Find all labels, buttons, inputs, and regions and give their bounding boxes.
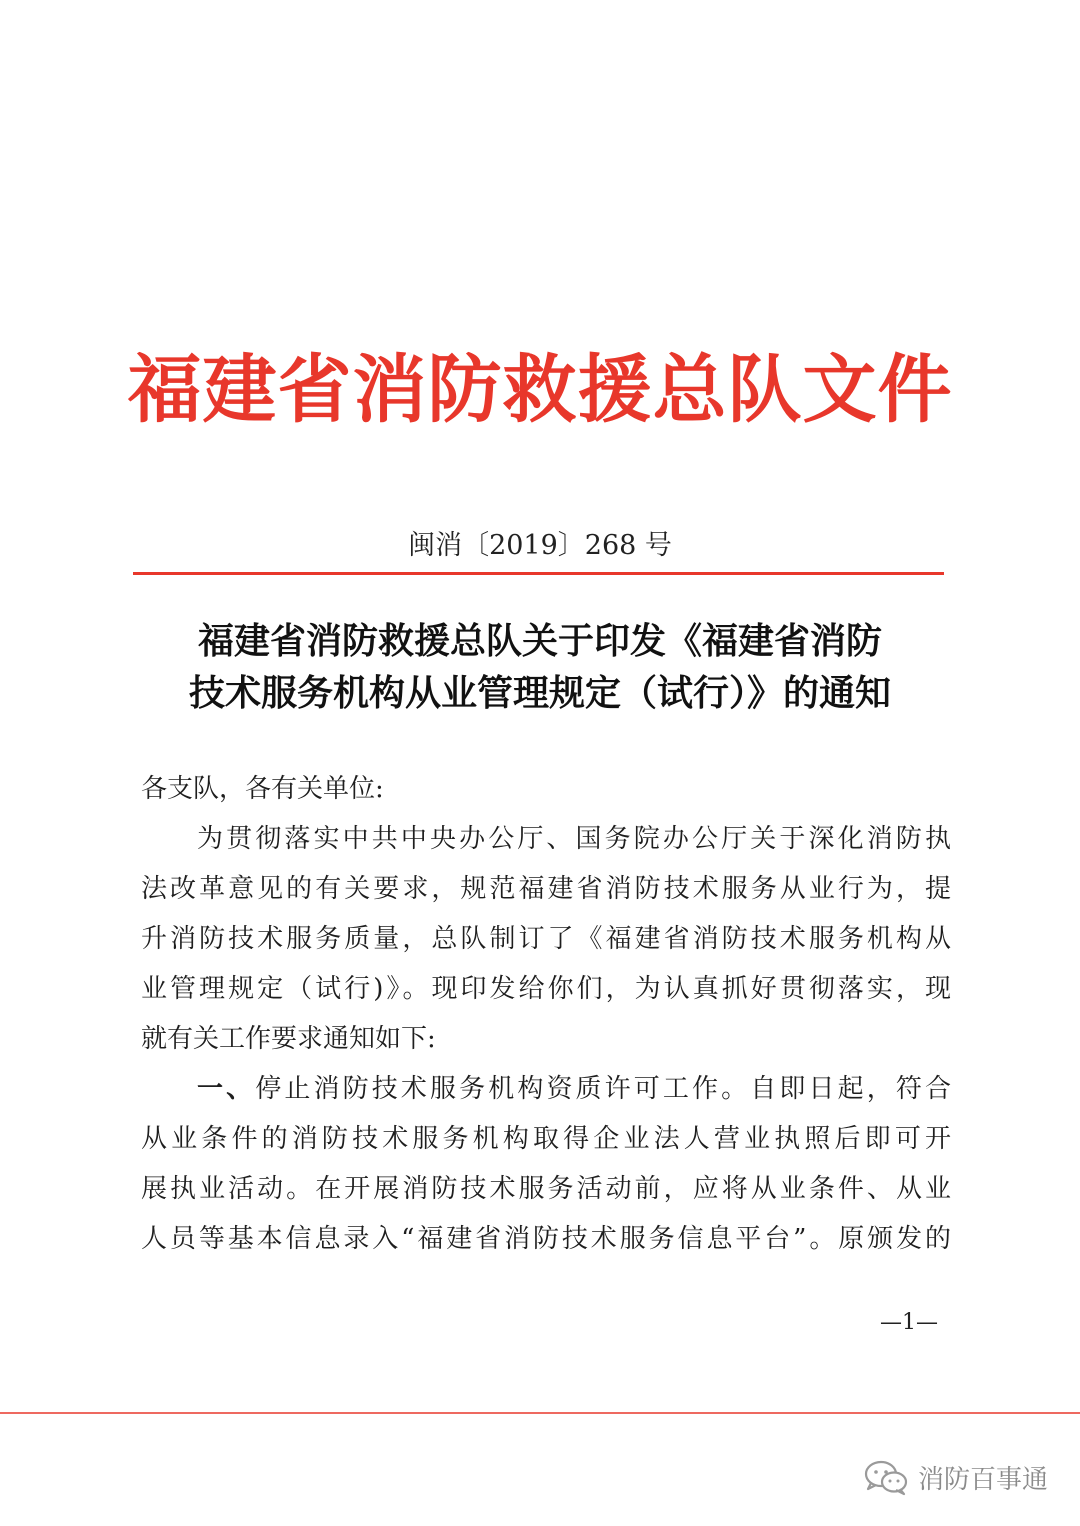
section-1-line-1-text: 停止消防技术服务机构资质许可工作。自即日起，符合 [255, 1074, 951, 1104]
document-number: 闽消〔2019〕268 号 [408, 530, 672, 561]
document-header-title: 福建省消防救援总队文件 [127, 347, 953, 433]
wechat-icon [862, 1457, 910, 1497]
bottom-divider-line [0, 1412, 1080, 1414]
watermark-text: 消防百事通 [918, 1464, 1049, 1495]
section-1-line-4: 人员等基本信息录入“福建省消防技术服务信息平台”。原颁发的 [141, 1224, 951, 1254]
notice-title-line-1: 福建省消防救援总队关于印发《福建省消防 [197, 621, 882, 662]
section-1-line-3: 展执业活动。在开展消防技术服务活动前，应将从业条件、从业 [141, 1174, 951, 1204]
section-1-number: 一、 [197, 1074, 256, 1104]
notice-title [140, 616, 940, 720]
paragraph-1-line-2: 法改革意见的有关要求，规范福建省消防技术服务从业行为，提 [141, 874, 951, 904]
paragraph-1-line-5: 就有关工作要求通知如下: [141, 1024, 436, 1054]
page-number: —1— [880, 1310, 938, 1335]
notice-body [141, 764, 951, 1264]
notice-title-line-2: 技术服务机构从业管理规定（试行）》的通知 [188, 673, 891, 714]
section-1-line-1 [141, 1064, 951, 1114]
section-1-line-2: 从业条件的消防技术服务机构取得企业法人营业执照后即可开 [141, 1124, 951, 1154]
paragraph-1-line-4: 业管理规定（试行)》。现印发给你们，为认真抓好贯彻落实，现 [141, 974, 951, 1004]
red-divider-line [133, 572, 944, 575]
salutation: 各支队，各有关单位: [141, 774, 384, 804]
watermark [862, 1452, 1048, 1502]
paragraph-1-line-3: 升消防技术服务质量，总队制订了《福建省消防技术服务机构从 [141, 924, 951, 954]
paragraph-1-line-1: 为贯彻落实中共中央办公厅、国务院办公厅关于深化消防执 [197, 824, 951, 854]
